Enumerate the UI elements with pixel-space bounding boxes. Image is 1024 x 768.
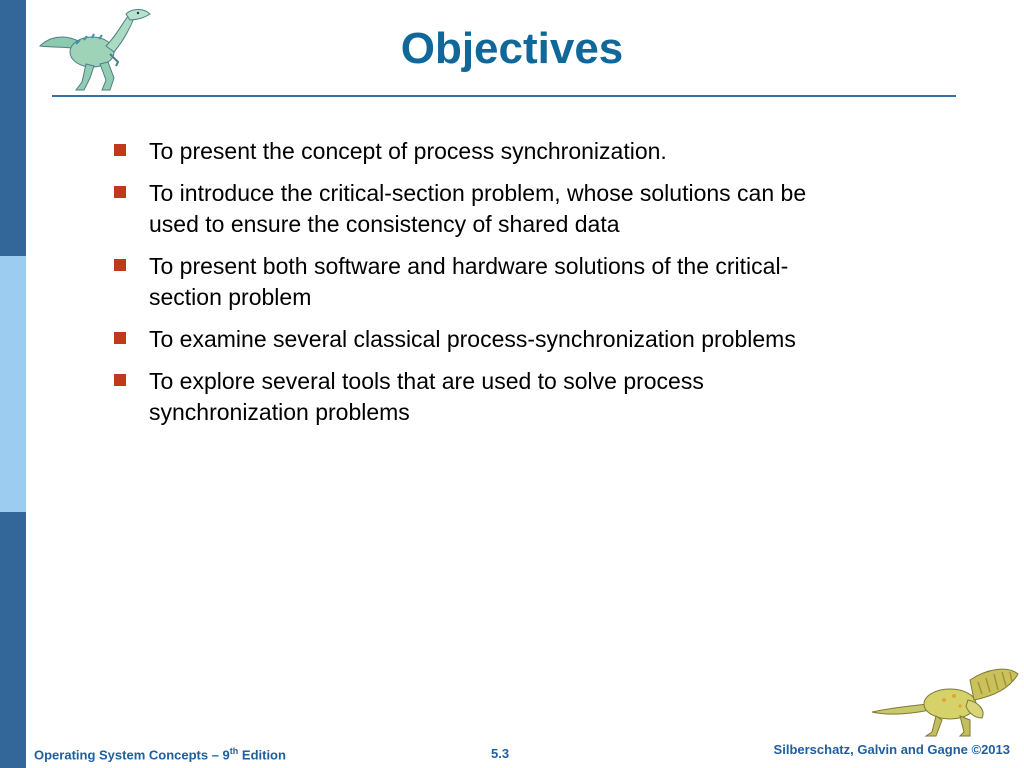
- title-divider: [52, 95, 956, 97]
- dinosaur-corner-icon: [870, 660, 1020, 738]
- square-bullet-icon: [114, 374, 126, 386]
- slide-title: Objectives: [400, 24, 624, 73]
- list-item-text: To explore several tools that are used to solve process synchronization problems: [149, 368, 704, 425]
- list-item-text: To present both software and hardware solutions of the critical-section problem: [149, 253, 789, 310]
- square-bullet-icon: [114, 259, 126, 271]
- list-item-text: To examine several classical process-synchronization problems: [149, 326, 796, 352]
- objectives-list: [110, 136, 830, 439]
- sidebar-segment-bottom: [0, 512, 26, 768]
- footer-copyright: Silberschatz, Galvin and Gagne ©2013: [773, 742, 1010, 757]
- list-item: [110, 178, 830, 240]
- square-bullet-icon: [114, 144, 126, 156]
- sidebar-segment-middle: [0, 256, 26, 512]
- list-item-text: To present the concept of process synchronization.: [149, 138, 667, 164]
- square-bullet-icon: [114, 186, 126, 198]
- list-item: [110, 251, 830, 313]
- footer-book-prefix: Operating System Concepts – 9: [34, 747, 230, 763]
- list-item: [110, 366, 830, 428]
- list-item-text: To introduce the critical-section problem, whose solutions can be used to ensure the consistency of shared data: [149, 180, 807, 237]
- footer-book-suffix: Edition: [238, 747, 286, 763]
- list-item: [110, 324, 830, 355]
- footer-book-sup: th: [229, 746, 239, 756]
- list-item: [110, 136, 830, 167]
- footer-page-number: 5.3: [491, 746, 510, 761]
- left-sidebar: [0, 0, 26, 768]
- footer-book-title: [34, 746, 286, 762]
- square-bullet-icon: [114, 332, 126, 344]
